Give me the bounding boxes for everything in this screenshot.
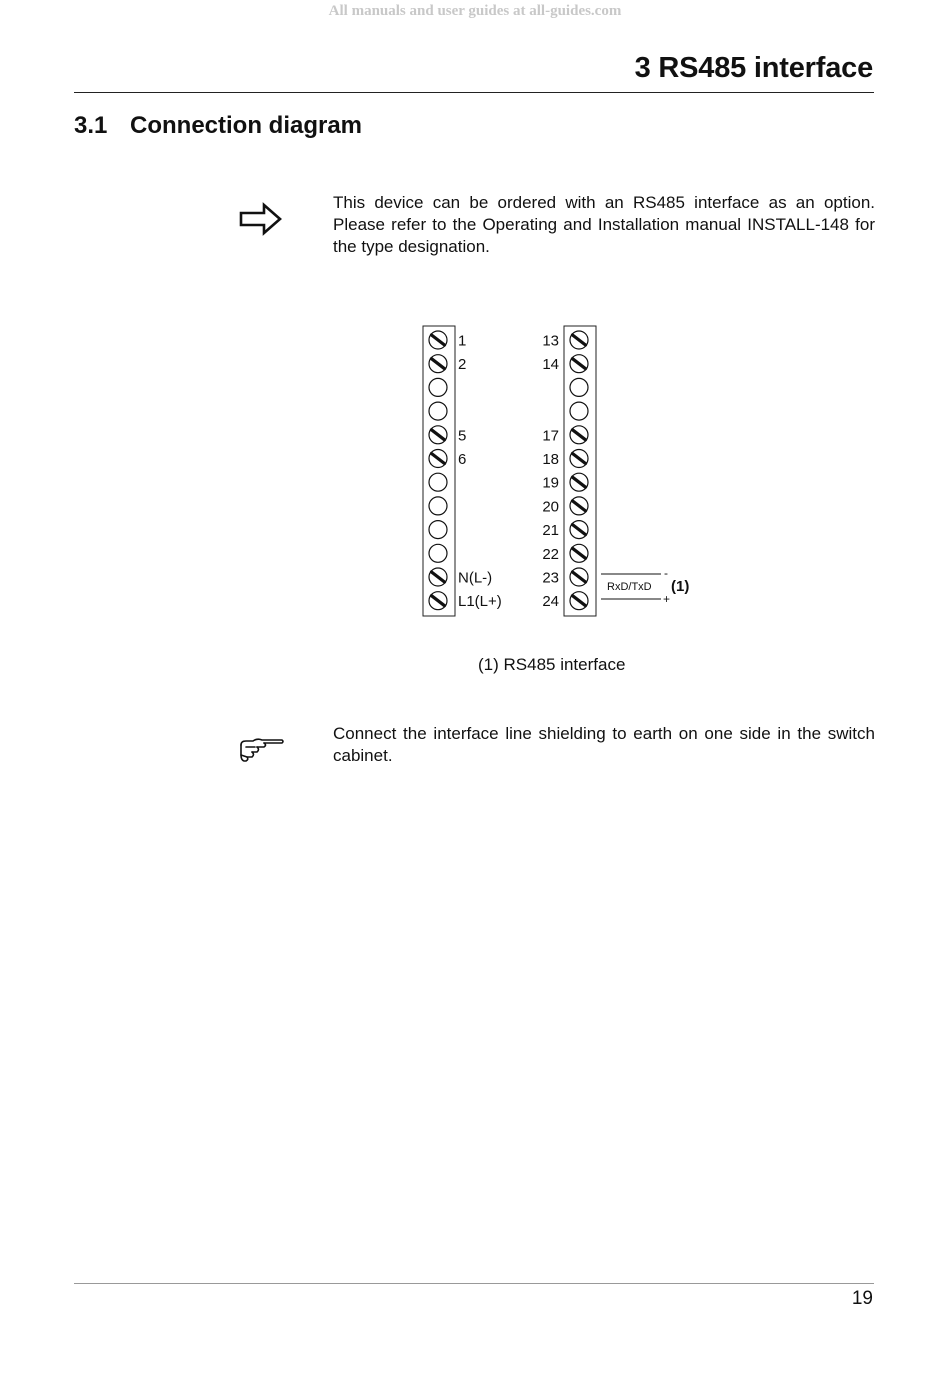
right-terminal-label: 14 — [542, 356, 559, 374]
right-terminal-4 — [570, 402, 588, 420]
left-terminal-4 — [429, 402, 447, 420]
right-terminal-label: 24 — [542, 593, 559, 611]
left-terminal-label: 6 — [458, 451, 467, 468]
callout-marker: (1) — [671, 578, 690, 595]
right-terminal-3 — [570, 378, 588, 396]
left-terminal-8 — [429, 497, 447, 515]
right-terminal-label: 23 — [542, 569, 559, 587]
note-shielding-text: Connect the interface line shielding to earth on one side in the switch cabinet. — [333, 724, 875, 765]
diagram-caption: (1) RS485 interface — [478, 655, 626, 674]
pointing-hand-icon — [238, 736, 286, 764]
page-number: 19 — [851, 1288, 873, 1309]
left-terminal-label: 1 — [458, 332, 467, 350]
minus-sign: - — [664, 566, 668, 580]
footer-rule — [74, 1283, 874, 1284]
right-terminal-label: 22 — [542, 545, 559, 563]
left-terminal-3 — [429, 378, 447, 396]
left-terminal-label: 5 — [458, 427, 467, 445]
section-title: Connection diagram — [130, 112, 363, 139]
right-terminal-label: 20 — [542, 498, 559, 516]
left-terminal-7 — [429, 473, 447, 491]
left-terminal-label: N(L-) — [458, 569, 493, 587]
right-terminal-label: 18 — [542, 451, 559, 468]
signal-label: RxD/TxD — [607, 581, 652, 593]
right-terminal-label: 17 — [542, 427, 559, 445]
right-terminal-label: 21 — [542, 522, 559, 540]
note-option-text: This device can be ordered with an RS485 interface as an option. Please refer to the Operating and Installation manual INSTALL-148 for the type designation. — [333, 193, 875, 256]
plus-sign: + — [663, 592, 671, 606]
chapter-title: 3 RS485 interface — [634, 52, 873, 84]
left-terminal-10 — [429, 544, 447, 562]
watermark: All manuals and user guides at all-guides.com — [328, 3, 622, 19]
section-number: 3.1 — [74, 112, 108, 139]
right-terminal-label: 19 — [542, 474, 559, 492]
left-terminal-label: L1(L+) — [458, 593, 502, 611]
left-terminal-label: 2 — [458, 356, 467, 374]
right-terminal-label: 13 — [542, 332, 559, 350]
left-terminal-9 — [429, 521, 447, 539]
